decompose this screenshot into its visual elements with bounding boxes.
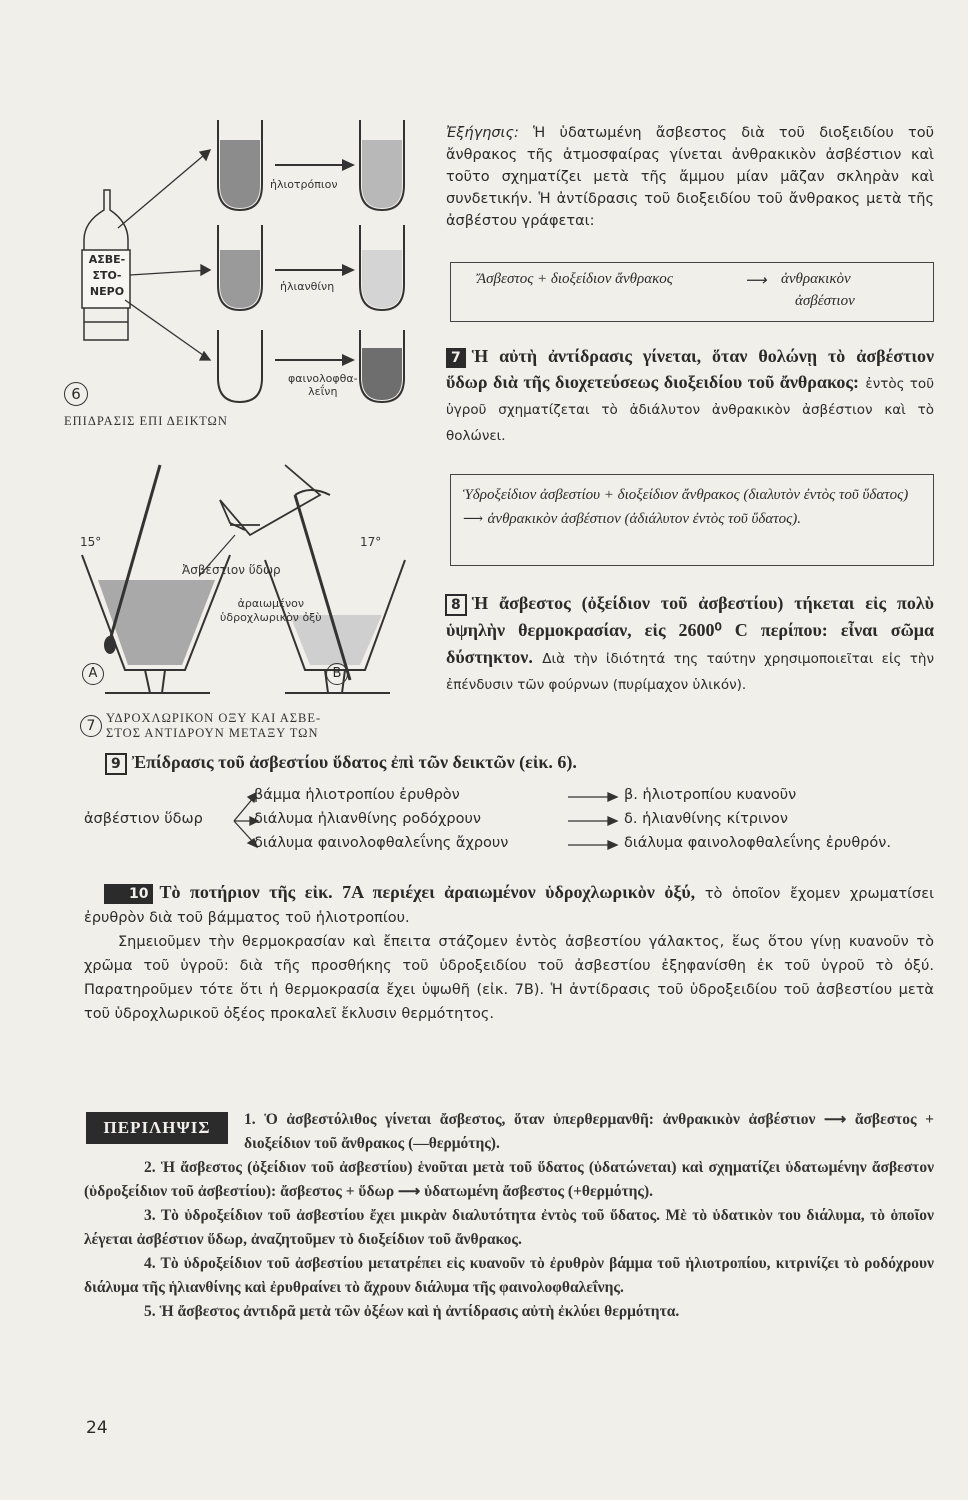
figure-7	[70, 455, 430, 705]
figure-6	[70, 110, 430, 440]
bottle-label-line: ΑΣΒΕ-	[88, 253, 126, 266]
tubes-row-2	[218, 225, 404, 310]
figure-6-caption: ΕΠΙΔΡΑΣΙΣ ΕΠΙ ΔΕΙΚΤΩΝ	[64, 414, 228, 428]
explanation-text: Ἡ ὑδατωμένη ἄσβεστος διὰ τοῦ διοξειδίου τοῦ ἄνθρακος τῆς ἀτμοσφαίρας γίνεται ἀνθρακικὸν ἀσβέστιον καὶ τοῦτο σχηματίζει μετὰ τῆς ἄμμου μίαν μᾶζαν σκληρὰν καὶ συνδετικήν. Ἡ ἀντίδρασις τοῦ διοξειδίου τοῦ ἄνθρακος μετὰ τῆς ἀσβέστου γράφεται:	[446, 125, 935, 229]
label-phenolphthalein-line: φαινολοφθα-	[288, 372, 358, 385]
page-number: 24	[86, 1418, 108, 1438]
summary-list	[84, 1108, 934, 1324]
section-10-text: τὸ ὁποῖον ἔχομεν χρωματίσει ἐρυθρὸν διὰ τοῦ βάμματος τοῦ ἡλιοτροπίου.	[84, 886, 934, 926]
bottle-arrows	[118, 150, 210, 360]
figure-6-number: 6	[64, 382, 88, 406]
mark-a: A	[82, 663, 104, 685]
section-10	[84, 880, 934, 1026]
label-acid	[220, 597, 322, 625]
summary-item: 2. Ἡ ἄσβεστος (ὀξείδιον τοῦ ἀσβεστίου) ἑνοῦται μετὰ τοῦ ὕδατος (ὑδατώνεται) καὶ σχηματίζει ὑδατωμένην ἄσβεστον (ὑδροξείδιον τοῦ ἀσβεστίου): ἄσβεστος + ὕδωρ ⟶ ὑδατωμένη ἄσβεστος (+θερμότης).	[84, 1159, 934, 1200]
bottle-label	[84, 252, 130, 300]
section-10-bold: Τὸ ποτήριον τῆς εἰκ. 7Α περιέχει ἀραιωμένον ὑδροχλωρικὸν ὀξύ,	[159, 882, 696, 902]
bottle-label-line: ΣΤΟ-	[92, 269, 122, 282]
explanation-lead: Ἐξήγησις:	[446, 125, 519, 141]
label-acid-line: ὑδροχλωρικὸν ὀξὺ	[220, 611, 322, 624]
summary-item: 4. Τὸ ὑδροξείδιον τοῦ ἀσβεστίου μετατρέπει εἰς κυανοῦν τὸ ἐρυθρὸν βάμμα τοῦ ἡλιοτροπίου, κιτρινίζει τὸ ροδόχρουν διάλυμα τῆς ἡλιανθίνης καὶ ἐρυθραίνει τὸ ἄχρουν διάλυμα τῆς φαινολοφθαλεΐνης.	[84, 1255, 934, 1296]
reaction-to: δ. ἡλιανθίνης κίτρινον	[624, 811, 788, 827]
reaction-to: β. ἡλιοτροπίου κυανοῦν	[624, 787, 797, 803]
reaction-arrows	[562, 785, 622, 855]
section-10-text: Σημειοῦμεν τὴν θερμοκρασίαν καὶ ἔπειτα στάζομεν ἐντὸς ἀσβεστίου γάλακτος, ἕως ὅτου γίνῃ κυανοῦν τὸ χρῶμα τοῦ ὑγροῦ: διὰ τῆς προσθήκης τοῦ ὑδροξειδίου τοῦ ἀσβεστίου ἐξηφανίσθη ἐκ τοῦ ὑγροῦ τὸ ὀξύ. Παρατηροῦμεν τότε ὅτι ἡ θερμοκρασία ἔχει ὑψωθῆ (εἰκ. 7Β). Ἡ ἀντίδρασις τοῦ ὑδροξειδίου τοῦ ἀσβεστίου μετὰ τοῦ ὑδροχλωρικοῦ ὀξέος προκαλεῖ ἔκλυσιν θερμότητος.	[84, 934, 934, 1022]
section-9-reactions	[84, 785, 944, 865]
summary-item: 3. Τὸ ὑδροξείδιον τοῦ ἀσβεστίου ἔχει μικρὰν διαλυτότητα ἐντὸς τοῦ ὕδατος. Μὲ τὸ ὑδατικὸν του διάλυμα, τὸ ὁποῖον λέγεται ἀσβέστιον ὕδωρ, ἀναζητοῦμεν τὸ διοξείδιον τοῦ ἄνθρακος.	[84, 1207, 934, 1248]
explanation-paragraph	[446, 122, 934, 232]
reaction-to: διάλυμα φαινολοφθαλεΐνης ἐρυθρόν.	[624, 835, 891, 851]
section-7	[446, 344, 934, 449]
mark-b: B	[326, 663, 348, 685]
equation-1-right: ἀνθρακικὸν	[781, 271, 851, 287]
label-lime-water: Ἀσβέστιον ὕδωρ	[182, 563, 281, 577]
reaction-from: διάλυμα ἡλιανθίνης ροδόχρουν	[254, 811, 481, 827]
label-phenolphthalein	[288, 372, 358, 398]
equation-2-arrow: ⟶	[463, 511, 484, 527]
equation-2-left: Ὑδροξείδιον ἀσβεστίου + διοξείδιον ἄνθρακος (διαλυτὸν ἐντὸς τοῦ ὕδατος)	[463, 487, 909, 503]
section-8	[446, 590, 934, 697]
section-8-text: Διὰ τὴν ἰδιότητά της ταύτην χρησιμοποιεῖται εἰς τὴν ἐπένδυσιν τῶν φούρνων (πυρίμαχον ὑλικόν).	[446, 651, 935, 693]
beaker-a	[82, 465, 230, 693]
section-9-heading: Ἐπίδρασις τοῦ ἀσβεστίου ὕδατος ἐπὶ τῶν δεικτῶν (εἰκ. 6).	[131, 752, 577, 772]
reactions-source: ἀσβέστιον ὕδωρ	[84, 811, 203, 827]
summary-badge: ΠΕΡΙΛΗΨΙΣ	[86, 1112, 228, 1144]
label-phenolphthalein-line: λεΐνη	[308, 385, 338, 398]
temp-a: 15°	[80, 535, 102, 549]
section-7-number: 7	[446, 348, 466, 368]
equation-1-left: Ἄσβεστος + διοξείδιον ἄνθρακος	[477, 271, 673, 287]
equation-box-1	[450, 262, 934, 322]
label-acid-line: ἀραιωμένον	[237, 597, 305, 610]
figure-7-number: 7	[80, 715, 102, 737]
summary-item: 5. Ἡ ἄσβεστος ἀντιδρᾶ μετὰ τῶν ὀξέων καὶ ἡ ἀντίδρασις αὐτὴ ἐκλύει θερμότητα.	[144, 1303, 680, 1320]
section-9-title	[106, 752, 577, 774]
figure-7-caption	[106, 711, 321, 741]
section-10-number: 10	[104, 884, 153, 904]
equation-1-right: ἀσβέστιον	[795, 293, 855, 309]
figure-7-caption-line: ΣΤΟΣ ΑΝΤΙΔΡΟΥΝ ΜΕΤΑΞΥ ΤΩΝ	[106, 726, 319, 740]
section-9-number: 9	[106, 754, 126, 774]
section-7-bold: Ἡ αὐτὴ ἀντίδρασις γίνεται, ὅταν θολώνῃ τὸ ἀσβέστιον ὕδωρ διὰ τῆς διοχετεύσεως διοξειδίου τοῦ ἄνθρακος:	[446, 346, 934, 392]
summary-item: 1. Ὁ ἀσβεστόλιθος γίνεται ἄσβεστος, ὅταν ὑπερθερμανθῆ: ἀνθρακικὸν ἀσβέστιον ⟶ ἄσβεστος + διοξείδιον τοῦ ἄνθρακος (—θερμότης).	[244, 1111, 934, 1152]
label-methyl-orange: ἡλιανθίνη	[280, 280, 335, 293]
equation-2-right: ἀνθρακικὸν ἀσβέστιον (ἀδιάλυτον ἐντὸς τοῦ ὕδατος).	[487, 511, 801, 527]
section-8-bold: Ἡ ἄσβεστος (ὀξείδιον τοῦ ἀσβεστίου) τήκεται εἰς πολὺ ὑψηλὴν θερμοκρασίαν, εἰς 2600⁰ C περίπου: εἶναι σῶμα δύστηκτον.	[446, 593, 934, 667]
reaction-from: βάμμα ἡλιοτροπίου ἐρυθρὸν	[254, 787, 460, 803]
label-litmus: ἡλιοτρόπιον	[270, 178, 338, 191]
section-7-text: ἐντὸς τοῦ ὑγροῦ σχηματίζεται τὸ ἀδιάλυτον ἀνθρακικὸν ἀσβέστιον καὶ τὸ θολώνει.	[446, 376, 934, 444]
figure-7-drawing	[70, 455, 430, 705]
bottle-label-line: ΝΕΡΟ	[89, 285, 125, 298]
temp-b: 17°	[360, 535, 382, 549]
equation-1-arrow: ⟶	[745, 273, 767, 289]
equation-box-2	[450, 474, 934, 566]
section-8-number: 8	[446, 595, 466, 615]
tubes-row-1	[218, 120, 404, 210]
reaction-from: διάλυμα φαινολοφθαλεΐνης ἄχρουν	[254, 835, 509, 851]
figure-7-caption-line: ΥΔΡΟΧΛΩΡΙΚΟΝ ΟΞΥ ΚΑΙ ΑΣΒΕ-	[106, 711, 322, 725]
